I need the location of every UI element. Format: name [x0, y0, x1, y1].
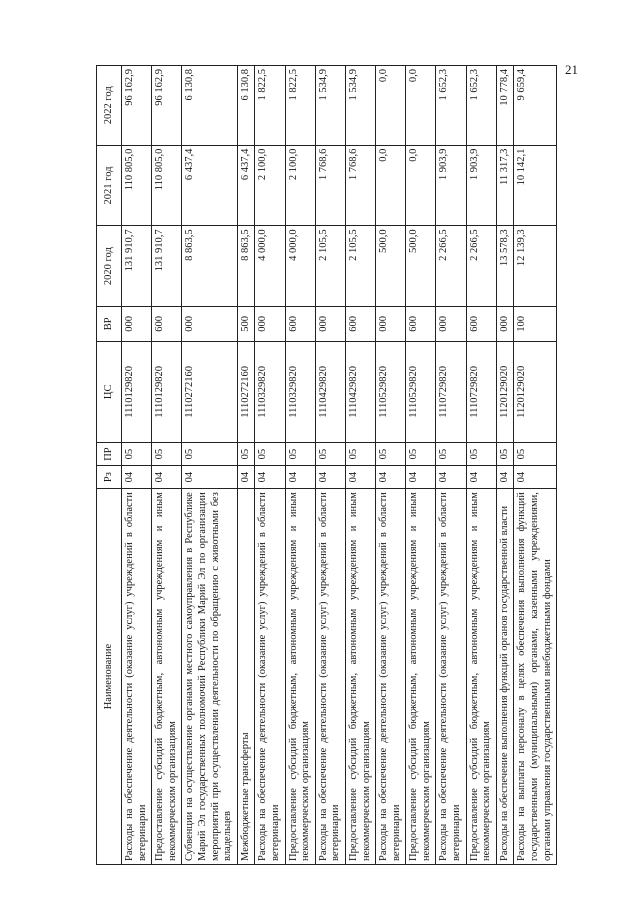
header-vr: ВР	[97, 307, 122, 342]
cell-vr: 000	[436, 307, 466, 342]
cell-pr: 05	[406, 443, 436, 466]
cell-y2022: 96 162,9	[152, 66, 182, 146]
cell-pr: 05	[255, 443, 285, 466]
cell-y2020: 12 139,3	[514, 226, 557, 307]
cell-y2020: 2 105,5	[345, 226, 375, 307]
cell-cs: 1120129020	[496, 341, 514, 442]
header-2022: 2022 год	[97, 66, 122, 146]
cell-y2022: 1 652,3	[466, 66, 496, 146]
cell-rz: 04	[237, 466, 255, 489]
table-row	[466, 66, 496, 865]
cell-y2022: 0,0	[376, 66, 406, 146]
cell-cs: 1110129820	[152, 341, 182, 442]
cell-vr: 000	[315, 307, 345, 342]
header-2021: 2021 год	[97, 145, 122, 226]
cell-y2020: 500,0	[406, 226, 436, 307]
budget-table	[96, 65, 557, 865]
table-body	[122, 66, 557, 865]
cell-pr: 05	[182, 443, 237, 466]
cell-y2020: 131 910,7	[152, 226, 182, 307]
table-row	[182, 66, 237, 865]
cell-vr: 600	[406, 307, 436, 342]
cell-vr: 600	[466, 307, 496, 342]
cell-pr: 05	[237, 443, 255, 466]
cell-name: Предоставление субсидий бюджетным, автономным учреждениям и иным некоммерческим организациям	[152, 489, 182, 865]
cell-y2020: 8 863,5	[237, 226, 255, 307]
cell-vr: 000	[182, 307, 237, 342]
cell-y2022: 1 822,5	[255, 66, 285, 146]
cell-y2022: 1 652,3	[436, 66, 466, 146]
cell-cs: 1110529820	[406, 341, 436, 442]
cell-pr: 05	[345, 443, 375, 466]
cell-y2022: 6 130,8	[182, 66, 237, 146]
cell-y2020: 4 000,0	[255, 226, 285, 307]
cell-name: Расходы на выплаты персоналу в целях обеспечения выполнения функций государственными (муниципальными) органами, казенными учреждениями, органами управления государственными внебюджетными фондами	[514, 489, 557, 865]
cell-name: Расходы на обеспечение деятельности (оказание услуг) учреждений в области ветеринарии	[122, 489, 152, 865]
cell-pr: 05	[122, 443, 152, 466]
table-row	[376, 66, 406, 865]
cell-y2021: 110 805,0	[122, 145, 152, 226]
budget-table-rotated	[96, 65, 564, 865]
cell-cs: 1110429820	[345, 341, 375, 442]
table-row	[406, 66, 436, 865]
cell-rz: 04	[466, 466, 496, 489]
cell-pr: 05	[152, 443, 182, 466]
cell-y2021: 2 100,0	[255, 145, 285, 226]
cell-rz: 04	[514, 466, 557, 489]
cell-pr: 05	[514, 443, 557, 466]
table-row	[514, 66, 557, 865]
cell-y2020: 500,0	[376, 226, 406, 307]
header-rz: Рз	[97, 466, 122, 489]
cell-pr: 05	[315, 443, 345, 466]
cell-name: Расходы на обеспечение деятельности (оказание услуг) учреждений в области ветеринарии	[255, 489, 285, 865]
cell-y2021: 1 903,9	[466, 145, 496, 226]
cell-y2021: 11 317,3	[496, 145, 514, 226]
cell-name: Расходы на обеспечение деятельности (оказание услуг) учреждений в области ветеринарии	[376, 489, 406, 865]
table-row	[285, 66, 315, 865]
header-cs: ЦС	[97, 341, 122, 442]
cell-y2021: 1 768,6	[315, 145, 345, 226]
table-row	[255, 66, 285, 865]
cell-name: Межбюджетные трансферты	[237, 489, 255, 865]
cell-y2022: 1 822,5	[285, 66, 315, 146]
cell-vr: 500	[237, 307, 255, 342]
cell-y2022: 6 130,8	[237, 66, 255, 146]
cell-y2022: 10 778,4	[496, 66, 514, 146]
cell-rz: 04	[122, 466, 152, 489]
cell-cs: 1110529820	[376, 341, 406, 442]
cell-pr: 05	[285, 443, 315, 466]
cell-rz: 04	[406, 466, 436, 489]
cell-y2021: 2 100,0	[285, 145, 315, 226]
cell-name: Расходы на обеспечение выполнения функций органов государственной власти	[496, 489, 514, 865]
cell-name: Расходы на обеспечение деятельности (оказание услуг) учреждений в области ветеринарии	[436, 489, 466, 865]
cell-name: Предоставление субсидий бюджетным, автономным учреждениям и иным некоммерческим организациям	[345, 489, 375, 865]
cell-rz: 04	[285, 466, 315, 489]
cell-y2021: 0,0	[406, 145, 436, 226]
cell-name: Предоставление субсидий бюджетным, автономным учреждениям и иным некоммерческим организациям	[285, 489, 315, 865]
cell-name: Расходы на обеспечение деятельности (оказание услуг) учреждений в области ветеринарии	[315, 489, 345, 865]
cell-rz: 04	[255, 466, 285, 489]
cell-cs: 1120129020	[514, 341, 557, 442]
page-number: 21	[565, 62, 578, 77]
cell-y2021: 1 903,9	[436, 145, 466, 226]
table-row	[122, 66, 152, 865]
cell-vr: 000	[255, 307, 285, 342]
cell-pr: 05	[466, 443, 496, 466]
cell-y2022: 96 162,9	[122, 66, 152, 146]
cell-y2021: 0,0	[376, 145, 406, 226]
cell-rz: 04	[376, 466, 406, 489]
cell-cs: 1110272160	[182, 341, 237, 442]
cell-vr: 000	[376, 307, 406, 342]
table-row	[315, 66, 345, 865]
cell-name: Предоставление субсидий бюджетным, автономным учреждениям и иным некоммерческим организациям	[406, 489, 436, 865]
cell-name: Предоставление субсидий бюджетным, автономным учреждениям и иным некоммерческим организациям	[466, 489, 496, 865]
cell-pr: 05	[436, 443, 466, 466]
table-row	[436, 66, 466, 865]
table-row	[237, 66, 255, 865]
cell-cs: 1110729820	[466, 341, 496, 442]
table-row	[152, 66, 182, 865]
cell-vr: 100	[514, 307, 557, 342]
cell-cs: 1110272160	[237, 341, 255, 442]
cell-rz: 04	[152, 466, 182, 489]
cell-y2020: 2 105,5	[315, 226, 345, 307]
cell-rz: 04	[436, 466, 466, 489]
cell-vr: 000	[122, 307, 152, 342]
cell-name: Субвенции на осуществление органами местного самоуправления в Республике Марий Эл государственных полномочий Республики Марий Эл по организации мероприятий при осуществлении деятельности по обращению с животными без владельцев	[182, 489, 237, 865]
cell-y2020: 13 578,3	[496, 226, 514, 307]
table-row	[345, 66, 375, 865]
table-row	[496, 66, 514, 865]
cell-y2021: 6 437,4	[237, 145, 255, 226]
cell-y2020: 8 863,5	[182, 226, 237, 307]
cell-y2021: 1 768,6	[345, 145, 375, 226]
header-pr: ПР	[97, 443, 122, 466]
cell-y2022: 9 659,4	[514, 66, 557, 146]
header-2020: 2020 год	[97, 226, 122, 307]
cell-vr: 600	[285, 307, 315, 342]
cell-vr: 000	[496, 307, 514, 342]
cell-cs: 1110429820	[315, 341, 345, 442]
cell-vr: 600	[345, 307, 375, 342]
cell-vr: 600	[152, 307, 182, 342]
header-name: Наименование	[97, 489, 122, 865]
cell-pr: 05	[376, 443, 406, 466]
cell-y2022: 1 534,9	[315, 66, 345, 146]
cell-rz: 04	[345, 466, 375, 489]
cell-pr: 05	[496, 443, 514, 466]
cell-y2020: 2 266,5	[466, 226, 496, 307]
cell-y2021: 6 437,4	[182, 145, 237, 226]
cell-rz: 04	[496, 466, 514, 489]
cell-y2021: 110 805,0	[152, 145, 182, 226]
cell-y2022: 1 534,9	[345, 66, 375, 146]
cell-y2021: 10 142,1	[514, 145, 557, 226]
cell-y2020: 2 266,5	[436, 226, 466, 307]
cell-y2020: 131 910,7	[122, 226, 152, 307]
cell-cs: 1110729820	[436, 341, 466, 442]
cell-rz: 04	[182, 466, 237, 489]
table-header-row	[97, 66, 122, 865]
cell-cs: 1110329820	[285, 341, 315, 442]
cell-rz: 04	[315, 466, 345, 489]
cell-y2022: 0,0	[406, 66, 436, 146]
cell-y2020: 4 000,0	[285, 226, 315, 307]
cell-cs: 1110129820	[122, 341, 152, 442]
cell-cs: 1110329820	[255, 341, 285, 442]
